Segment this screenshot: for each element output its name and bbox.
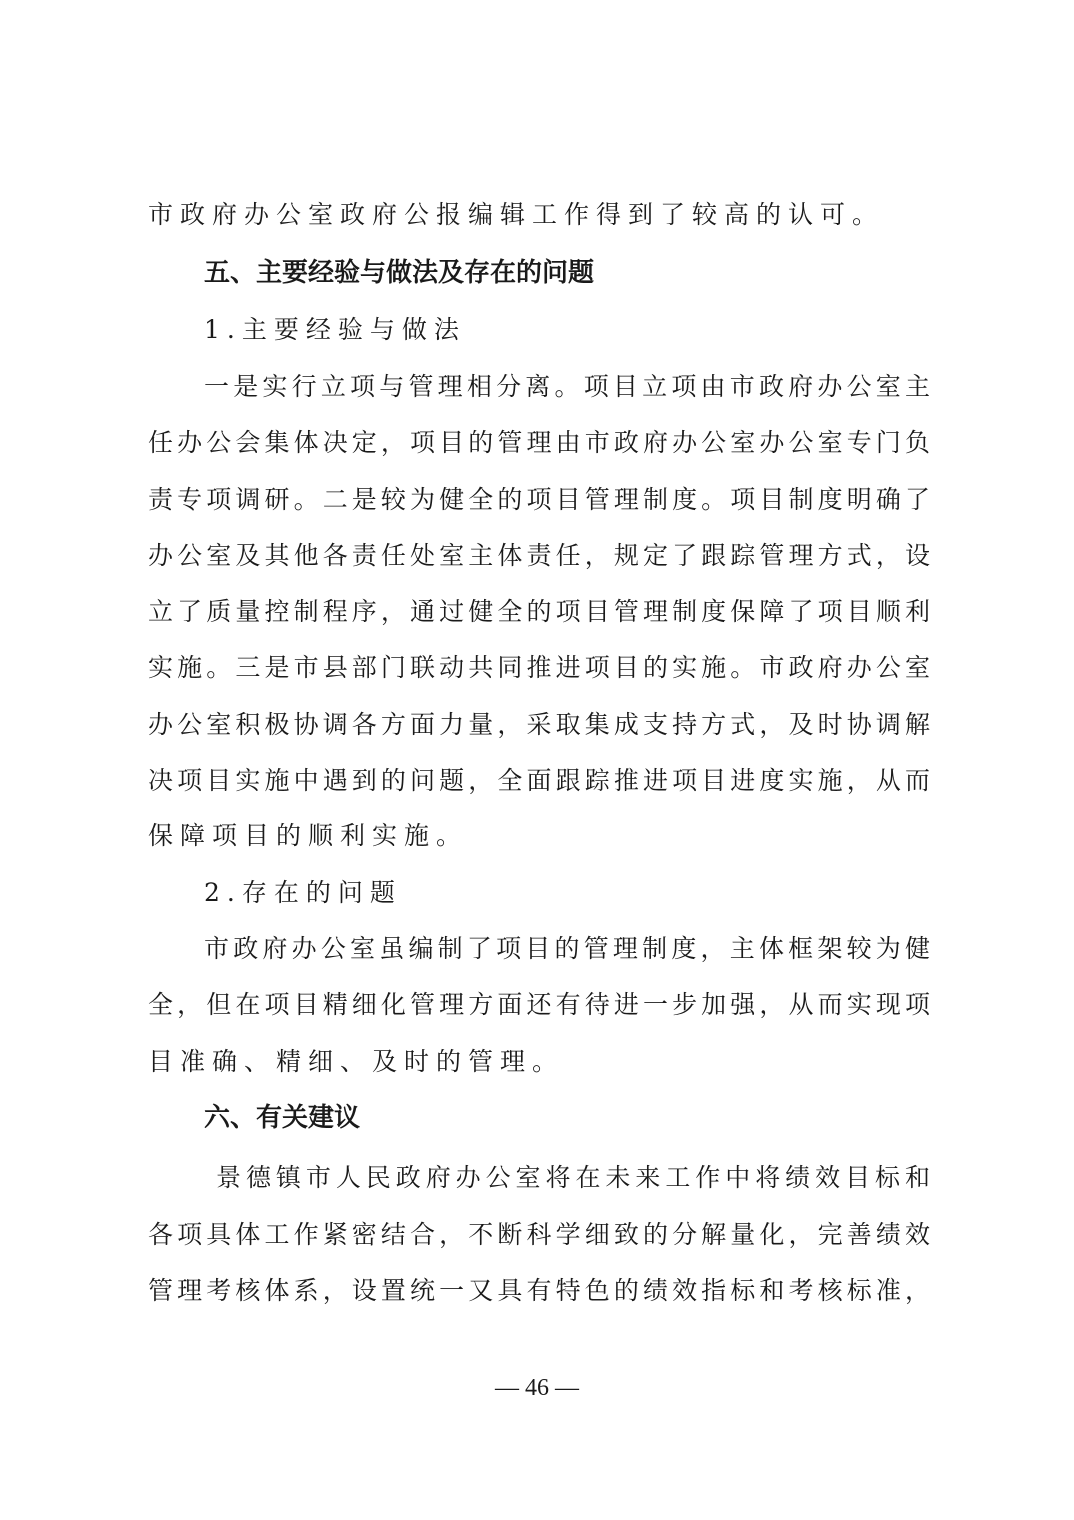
paragraph-line: 实施。三是市县部门联动共同推进项目的实施。市政府办公室 <box>148 653 930 682</box>
paragraph-line: 市政府办公室虽编制了项目的管理制度，主体框架较为健 <box>204 934 930 963</box>
paragraph-line: 办公室及其他各责任处室主体责任，规定了跟踪管理方式，设 <box>148 541 930 570</box>
paragraph-line: 决项目实施中遇到的问题，全面跟踪推进项目进度实施，从而 <box>148 766 930 795</box>
section-heading-6: 六、有关建议 <box>204 1103 361 1133</box>
paragraph-line: 责专项调研。二是较为健全的项目管理制度。项目制度明确了 <box>148 485 930 514</box>
paragraph-line: 目准确、精细、及时的管理。 <box>148 1047 565 1076</box>
subheading-1: 1.主要经验与做法 <box>204 315 466 344</box>
paragraph-line: 市政府办公室政府公报编辑工作得到了较高的认可。 <box>148 200 885 229</box>
paragraph-line: 任办公会集体决定，项目的管理由市政府办公室办公室专门负 <box>148 428 930 457</box>
paragraph-line: 景德镇市人民政府办公室将在未来工作中将绩效目标和 <box>216 1163 930 1192</box>
page-number: — 46 — <box>495 1375 579 1401</box>
paragraph-line: 保障项目的顺利实施。 <box>148 821 469 850</box>
paragraph-line: 一是实行立项与管理相分离。项目立项由市政府办公室主 <box>204 372 930 401</box>
paragraph-line: 各项具体工作紧密结合，不断科学细致的分解量化，完善绩效 <box>148 1220 930 1249</box>
paragraph-line: 办公室积极协调各方面力量，采取集成支持方式，及时协调解 <box>148 710 930 739</box>
subheading-2: 2.存在的问题 <box>204 878 402 907</box>
section-heading-5: 五、主要经验与做法及存在的问题 <box>204 258 595 288</box>
paragraph-line: 立了质量控制程序，通过健全的项目管理制度保障了项目顺利 <box>148 597 930 626</box>
paragraph-line: 管理考核体系，设置统一又具有特色的绩效指标和考核标准， <box>148 1276 930 1305</box>
paragraph-line: 全，但在项目精细化管理方面还有待进一步加强，从而实现项 <box>148 990 930 1019</box>
